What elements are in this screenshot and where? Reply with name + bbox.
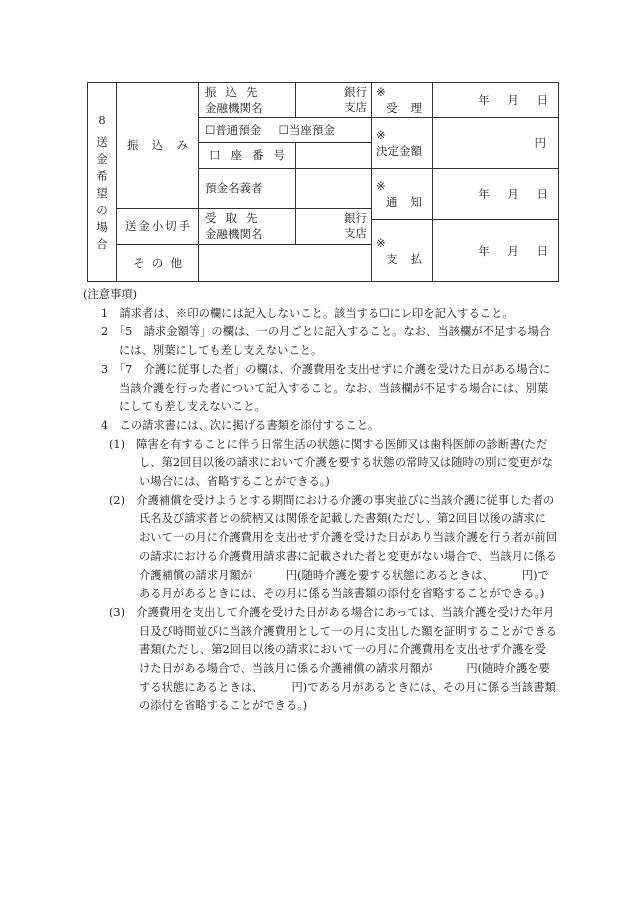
pay-date-field[interactable]: 年 月 日: [433, 220, 559, 282]
payee-bank-field[interactable]: [296, 83, 372, 118]
account-number-label: 口座番号: [199, 142, 296, 168]
note-4-3: (3) 介護費用を支出して介護を受けた日がある場合にあっては、当該介護を受けた年月日及び時間並びに当該介護費用として一の月に支出した額を証明することができる書類(ただし、第2回目以後の請求において一の月に介護費用を支出せず介護を受けた日がある場合で、当該月に係る介護補償の請求月額が 円(随時介護を要する状態にあるときは、 円)である月があるときには、その月に係る当該書類の添付を省略することができる。): [109, 605, 557, 713]
section-char: の: [96, 202, 108, 217]
notes: [83, 286, 557, 716]
section-8-header: [88, 83, 117, 282]
branch-label: 支店: [344, 99, 367, 114]
section-char: 金: [96, 151, 108, 166]
note-1: 1 請求者は、※印の欄には記入しないこと。該当する☐にレ印を記入すること。: [101, 306, 514, 320]
note-3: 3 「7 介護に従事した者」の欄は、介護費用を支出せずに介護を受けた日がある場合に当該介護を行った者について記入すること。なお、当該欄が不足する場合には、別葉にしても差し支えないこと。: [101, 362, 551, 414]
remittance-table: [87, 82, 559, 282]
ordinary-deposit-checkbox[interactable]: ☐普通預金: [205, 122, 262, 137]
notes-title: (注意事項): [83, 288, 138, 301]
note-2: 2 「5 請求金額等」の欄は、一の月ごとに記入すること。なお、当該欄が不足する場合には、別葉にしても差し支えないこと。: [101, 325, 551, 358]
notify-date-field[interactable]: 年 月 日: [433, 168, 559, 219]
account-holder-label: 預金名義者: [199, 168, 296, 208]
received-date-field[interactable]: 年 月 日: [433, 83, 559, 118]
notify-label: ※ 通知: [372, 168, 433, 219]
recipient-bank-label: 受取先 金融機関名: [199, 208, 296, 245]
section-char: 合: [96, 236, 108, 251]
received-label: ※ 受理: [372, 83, 433, 118]
check-label: 送金小切手: [117, 208, 199, 245]
section-char: 望: [96, 185, 108, 200]
account-type-field[interactable]: [199, 117, 372, 142]
account-number-field[interactable]: [296, 142, 372, 168]
note-4: 4 この請求書には、次に掲げる書類を添付すること。: [101, 418, 380, 432]
transfer-label: 振込み: [117, 83, 199, 209]
bank-label: 銀行: [344, 84, 367, 99]
decided-amount-label: ※ 決定金額: [372, 117, 433, 168]
current-deposit-checkbox[interactable]: ☐当座預金: [278, 122, 335, 137]
pay-label: ※ 支払: [372, 220, 433, 282]
account-holder-field[interactable]: [296, 168, 372, 208]
payee-bank-label: 振込先 金融機関名: [199, 83, 296, 118]
note-4-1: (1) 障害を有することに伴う日常生活の状態に関する医師又は歯科医師の診断書(ただし、第2回目以後の請求において介護を要する状態の常時又は随時の別に変更がない場合には、省略することができる。): [109, 437, 553, 489]
section-char: 場: [96, 219, 108, 234]
note-4-2: (2) 介護補償を受けようとする期間における介護の事実並びに当該介護に従事した者の氏名及び請求者との続柄又は関係を記載した書類(ただし、第2回目以後の請求において一の月に介護費用を支出せず介護を受けた日があり当該介護を行う者が前回の請求における介護費用請求書に記載された者と変更がない場合で、当該月に係る介護補償の請求月額が 円(随時介護を要する状態にあるときは、 円)である月があるときには、その月に係る当該書類の添付を省略することができる。): [109, 493, 557, 601]
recipient-bank-field[interactable]: 銀行 支店: [296, 208, 372, 245]
section-char: 送: [96, 134, 108, 149]
other-label: その他: [117, 245, 199, 282]
section-char: 希: [96, 168, 108, 183]
other-field[interactable]: [199, 245, 372, 282]
decided-amount-field[interactable]: 円: [433, 117, 559, 168]
section-number: 8: [98, 112, 106, 127]
